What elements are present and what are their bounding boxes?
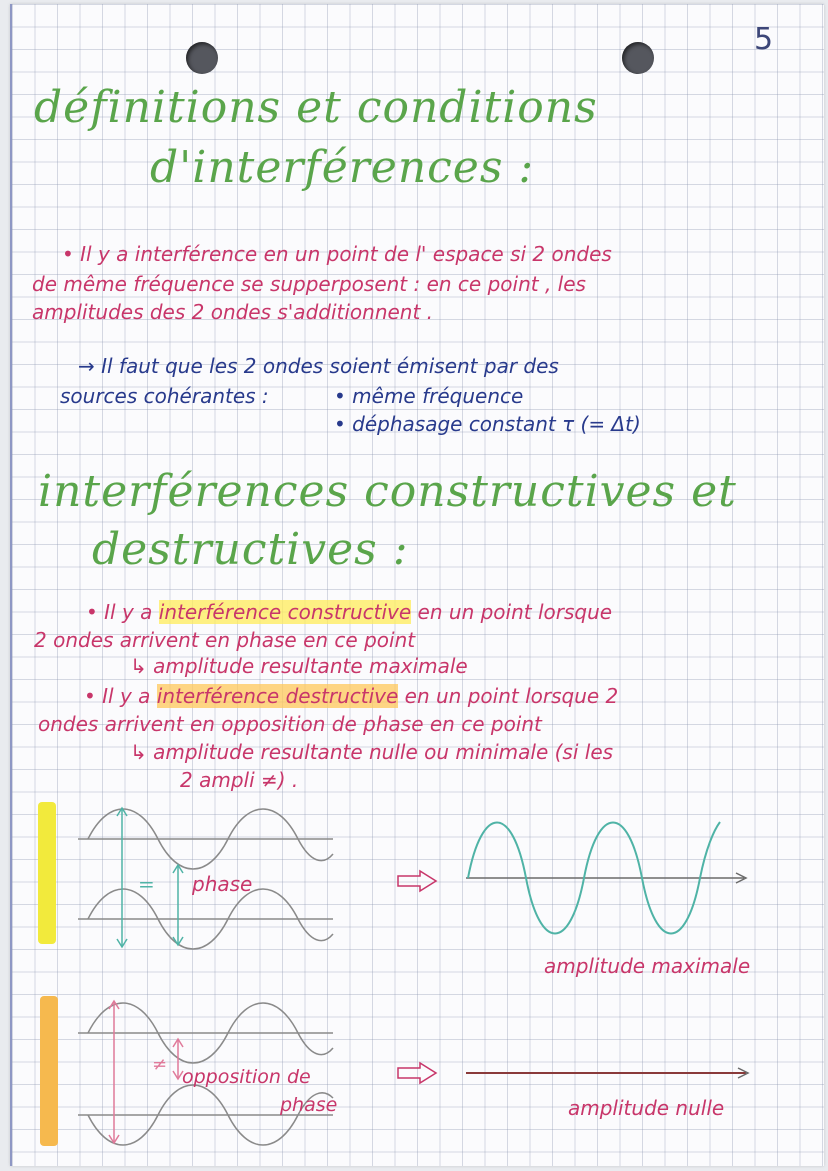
phase-label: phase	[192, 872, 253, 896]
destructive-result-line	[462, 1062, 762, 1084]
page-number: 5	[754, 22, 774, 57]
section2-title-line2: destructives :	[92, 524, 409, 575]
destructive-result: ↳ amplitude resultante nulle ou minimale (si les	[130, 740, 614, 764]
condition-line3: • déphasage constant τ (= Δt)	[334, 412, 641, 436]
constructive-line1: • Il y a interférence constructive en un point lorsque	[86, 600, 613, 624]
opposition-label-line2: phase	[280, 1094, 338, 1116]
binder-hole-right	[622, 42, 654, 74]
condition-line2-a: sources cohérantes :	[60, 384, 269, 408]
highlight-constructive: interférence constructive	[158, 600, 412, 624]
condition-line1: → Il faut que les 2 ondes soient émisent par des	[78, 354, 559, 378]
equal-sign: =	[138, 872, 155, 896]
condition-line2-b: • même fréquence	[334, 384, 524, 408]
section2-title-line1: interférences constructives et	[38, 466, 737, 517]
orange-marker	[40, 996, 58, 1146]
amplitude-null-label: amplitude nulle	[568, 1096, 725, 1120]
destructive-line1: • Il y a interférence destructive en un point lorsque 2	[84, 684, 619, 708]
destructive-line2: ondes arrivent en opposition de phase en ce point	[38, 712, 542, 736]
opposition-label-line1: opposition de	[182, 1066, 311, 1088]
section1-title-line2: d'interférences :	[150, 142, 535, 193]
section1-title-line1: définitions et conditions	[34, 82, 598, 133]
hollow-arrow-right-icon	[396, 870, 440, 892]
definition-line1: • Il y a interférence en un point de l' espace si 2 ondes	[62, 242, 612, 266]
constructive-result: ↳ amplitude resultante maximale	[130, 654, 468, 678]
yellow-marker	[38, 802, 56, 944]
hollow-arrow-right-icon-2	[396, 1062, 440, 1084]
amplitude-max-label: amplitude maximale	[544, 954, 751, 978]
constructive-result-wave	[462, 810, 762, 960]
highlight-destructive: interférence destructive	[156, 684, 399, 708]
definition-line3: amplitudes des 2 ondes s'additionnent .	[32, 300, 434, 324]
destructive-result-cont: 2 ampli ≠) .	[180, 768, 299, 792]
not-equal-sign: ≠	[152, 1054, 168, 1075]
binder-hole-left	[186, 42, 218, 74]
definition-line2: de même fréquence se supperposent : en ce point , les	[32, 272, 586, 296]
notebook-page	[10, 4, 824, 1166]
constructive-line2: 2 ondes arrivent en phase en ce point	[34, 628, 416, 652]
